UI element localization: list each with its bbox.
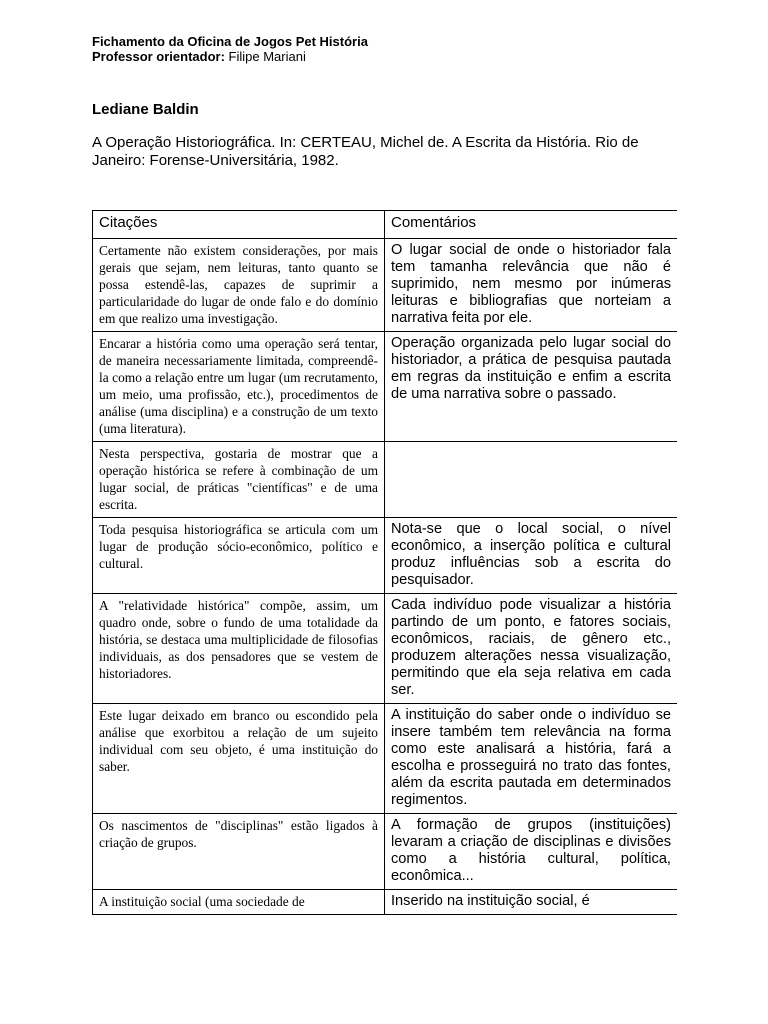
table-row <box>93 442 678 518</box>
comment-cell: O lugar social de onde o historiador fala tem tamanha relevância que não é suprimido, nem mesmo por inúmeras leituras e bibliografias que norteiam a narrativa feita por ele. <box>385 239 678 332</box>
table-row <box>93 239 678 332</box>
citation-cell: Nesta perspectiva, gostaria de mostrar que a operação histórica se refere à combinação de um lugar social, de práticas "científicas" e de uma escrita. <box>93 442 385 518</box>
professor-label: Professor orientador: <box>92 49 225 64</box>
citation-cell: Toda pesquisa historiográfica se articula com um lugar de produção sócio-econômico, político e cultural. <box>93 518 385 594</box>
author-name: Lediane Baldin <box>92 101 199 118</box>
comment-cell: A instituição do saber onde o indivíduo se insere também tem relevância na forma como este analisará a história, fará a escolha e prosseguirá no trato das fontes, além da escrita pautada em determinados regimentos. <box>385 704 678 814</box>
column-header-citations: Citações <box>93 211 385 239</box>
comment-cell <box>385 442 678 518</box>
citation-cell: A instituição social (uma sociedade de <box>93 890 385 915</box>
bibliographic-reference: A Operação Historiográfica. In: CERTEAU, Michel de. A Escrita da História. Rio de Janeiro: Forense-Universitária, 1982. <box>92 134 639 169</box>
citation-cell: Certamente não existem considerações, por mais gerais que sejam, nem leituras, tanto quanto se possa estendê-las, capazes de suprimir a particularidade do lugar de onde falo e do domínio em que realizo uma investigação. <box>93 239 385 332</box>
citation-cell: Este lugar deixado em branco ou escondido pela análise que exorbitou a relação de um sujeito individual com seu objeto, é uma instituição do saber. <box>93 704 385 814</box>
citation-cell: Encarar a história como uma operação será tentar, de maneira necessariamente limitada, compreendê-la como a relação entre um lugar (um recrutamento, um meio, uma profissão, etc.), procedimentos de análise (uma disciplina) e a construção de um texto (uma literatura). <box>93 332 385 442</box>
header-title: Fichamento da Oficina de Jogos Pet História <box>92 34 368 49</box>
header-professor <box>92 49 368 64</box>
citation-cell: Os nascimentos de "disciplinas" estão ligados à criação de grupos. <box>93 814 385 890</box>
citation-cell: A "relatividade histórica" compõe, assim, um quadro onde, sobre o fundo de uma totalidade da história, se destaca uma multiplicidade de filosofias individuais, as dos pensadores que se vestem de historiadores. <box>93 594 385 704</box>
document-header <box>92 34 368 64</box>
table-row <box>93 332 678 442</box>
table-row <box>93 594 678 704</box>
notes-table-container <box>92 210 677 932</box>
table-row <box>93 704 678 814</box>
column-header-comments: Comentários <box>385 211 678 239</box>
comment-cell: Operação organizada pelo lugar social do historiador, a prática de pesquisa pautada em regras da instituição e enfim a escrita de uma narrativa sobre o passado. <box>385 332 678 442</box>
professor-name: Filipe Mariani <box>224 49 306 64</box>
comment-cell: Inserido na instituição social, é <box>385 890 678 915</box>
table-row <box>93 814 678 890</box>
comment-cell: Cada indivíduo pode visualizar a história partindo de um ponto, e fatores sociais, econômicos, raciais, de gênero etc., produzem alterações nessa visualização, permitindo que ela seja relativa em cada ser. <box>385 594 678 704</box>
comment-cell: A formação de grupos (instituições) levaram a criação de disciplinas e divisões como a história cultural, política, econômica... <box>385 814 678 890</box>
table-row <box>93 890 678 915</box>
comment-cell: Nota-se que o local social, o nível econômico, a inserção política e cultural produz influências sob a escrita do pesquisador. <box>385 518 678 594</box>
notes-table <box>92 210 677 915</box>
table-row <box>93 518 678 594</box>
table-header-row <box>93 211 678 239</box>
